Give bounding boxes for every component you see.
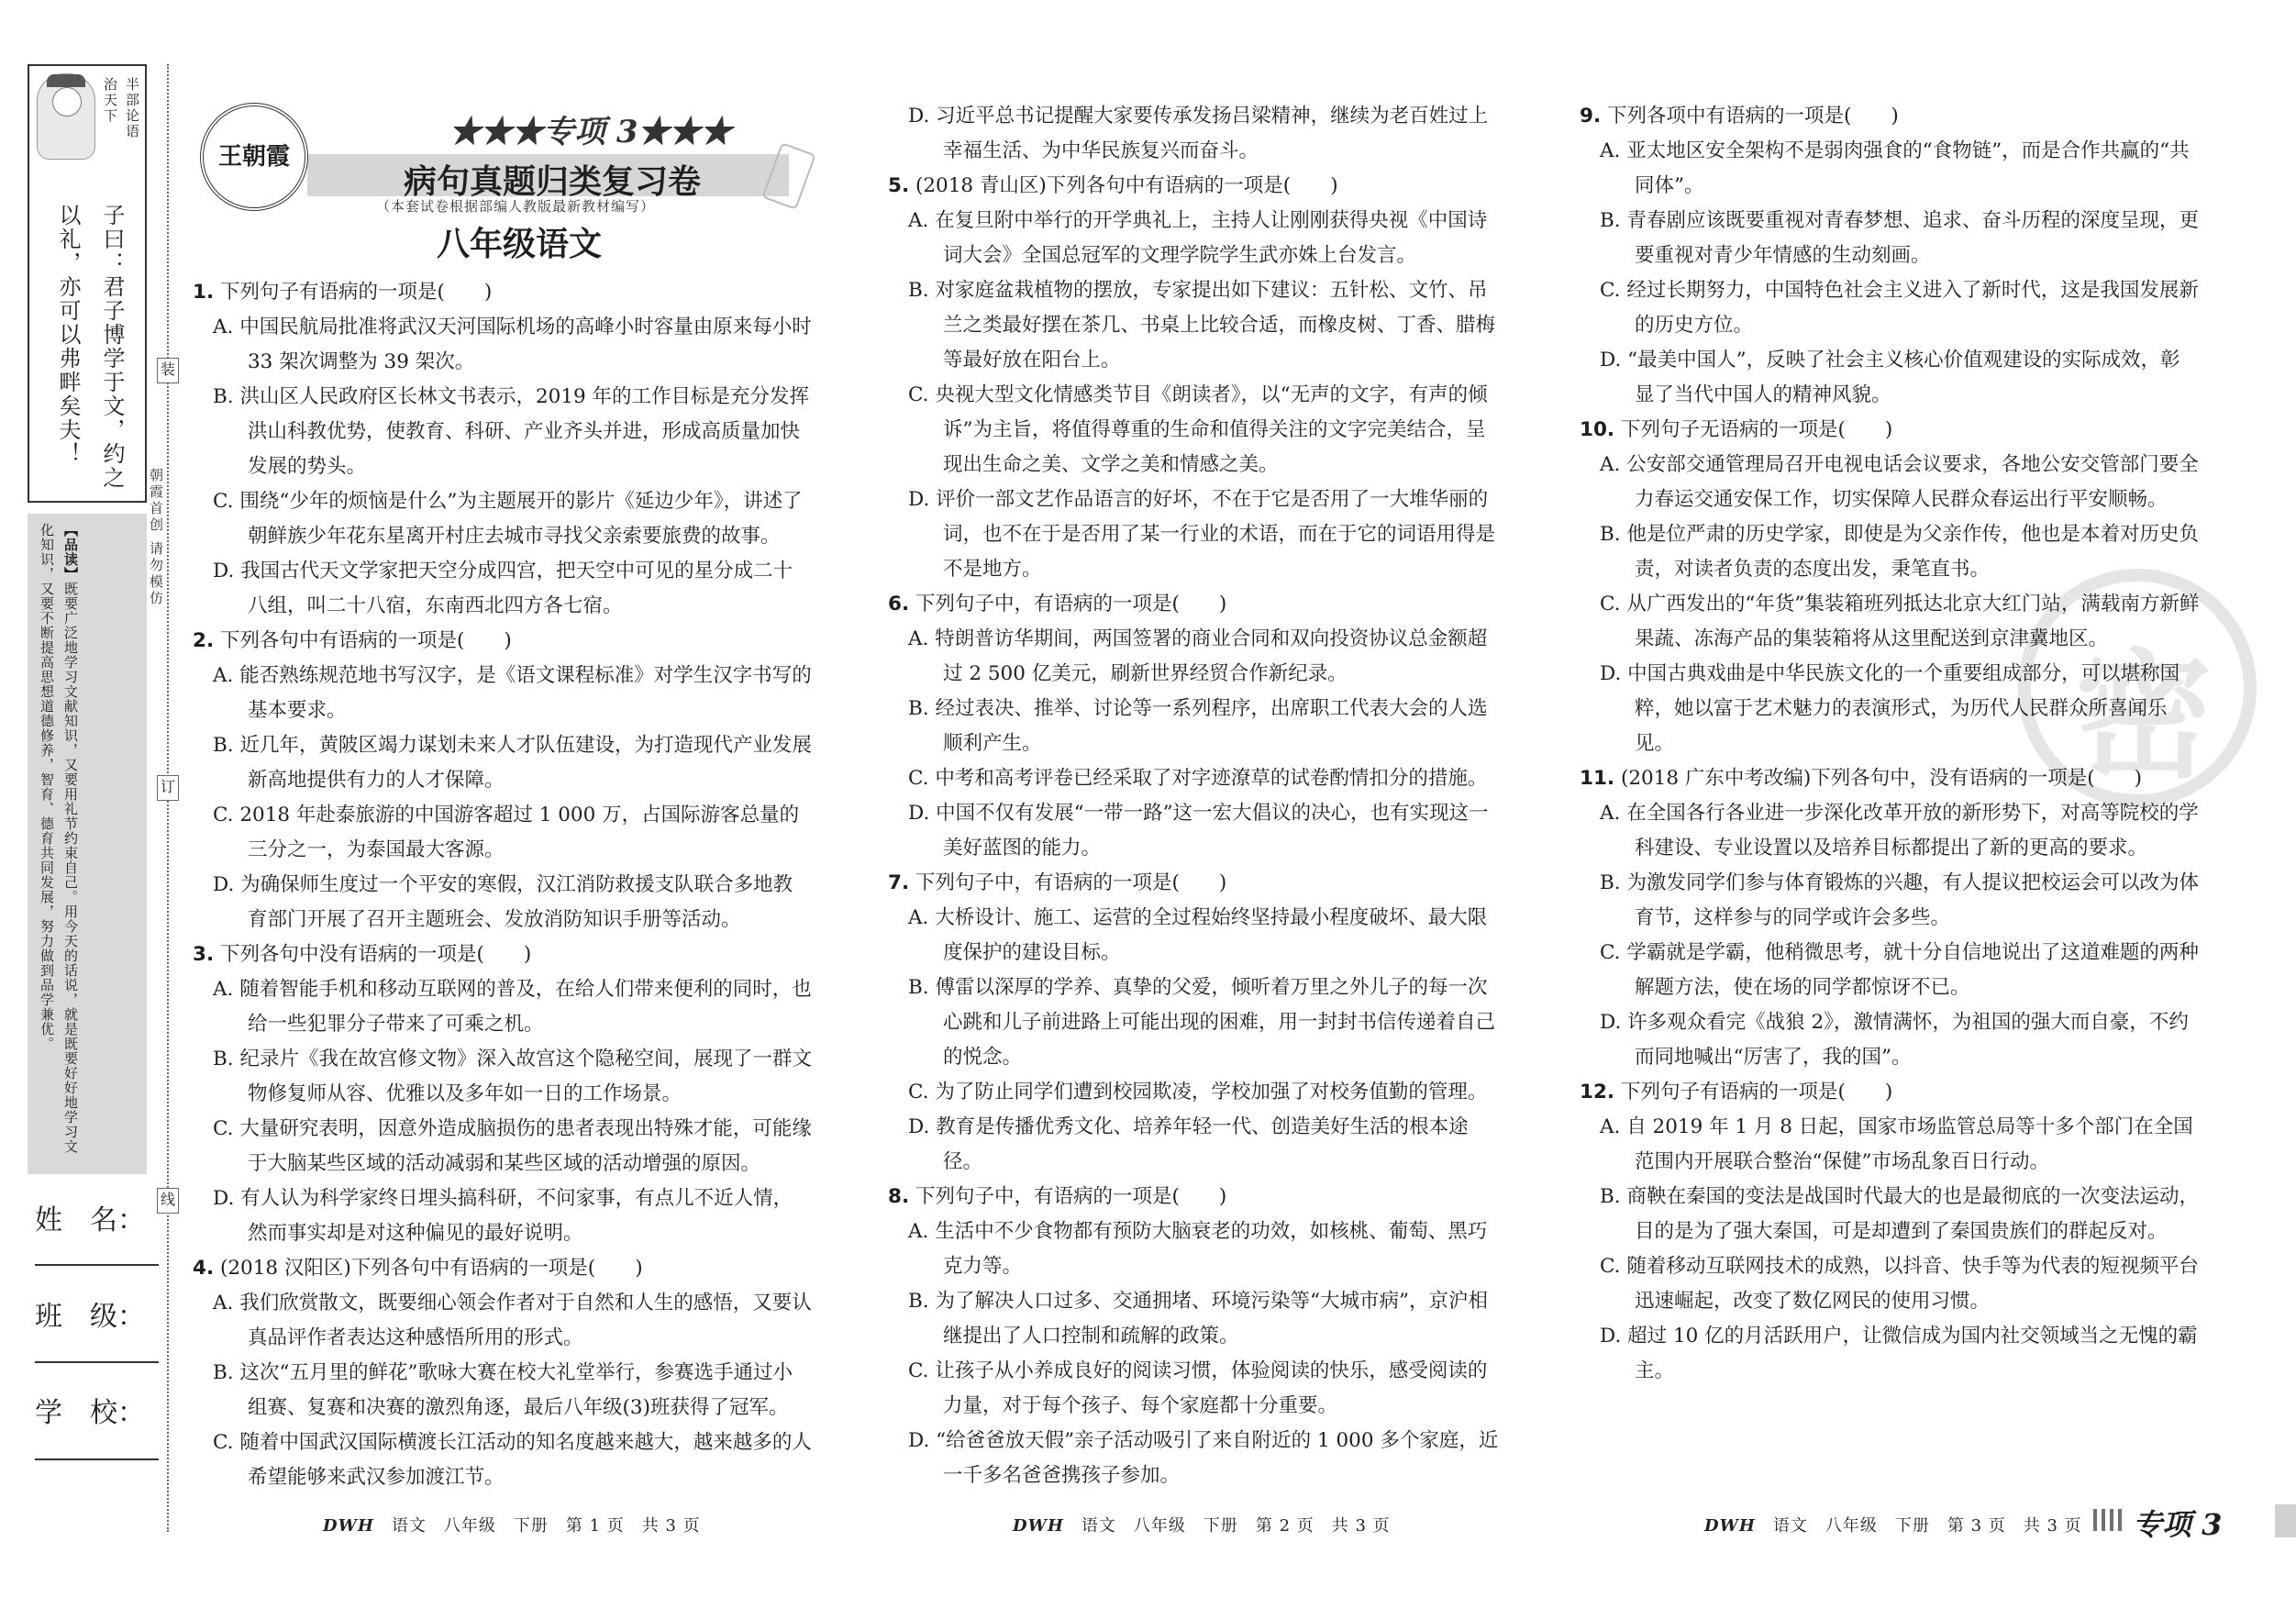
ribbon-decoration-icon	[761, 142, 815, 210]
saying-line-1: 半部论语	[124, 77, 140, 139]
column-1	[193, 275, 812, 1495]
question-stem: 下列句子中，有语病的一项是( )	[915, 593, 1227, 616]
footer-page-1	[323, 1513, 701, 1536]
option-d[interactable]: D. 为确保师生度过一个平安的寒假，汉江消防救援支队联合多地教育部门开展了召开主题班会、发放消防知识手册等活动。	[213, 873, 793, 931]
footer-page-2	[1013, 1513, 1391, 1536]
pindu-text	[35, 523, 83, 1165]
pindu-box	[28, 514, 147, 1174]
page-title: 病句真题归类复习卷	[404, 163, 702, 201]
option-b[interactable]: B. 为了解决人口过多、交通拥堵、环境污染等“大城市病”，京沪相继提出了人口控制和疏解的政策。	[908, 1290, 1488, 1347]
option-a[interactable]: A. 自 2019 年 1 月 8 日起，国家市场监管总局等十多个部门在全国范围内开展联合整治“保健”市场乱象百日行动。	[1600, 1115, 2193, 1173]
option-b[interactable]: B. 为激发同学们参与体育锻炼的兴趣，有人提议把校运会可以改为体育节，这样参与的同学或许会多些。	[1600, 871, 2199, 929]
series-title: ★★★专项 3★★★	[449, 114, 732, 150]
option-a[interactable]: A. 能否熟练规范地书写汉字，是《语文课程标准》对学生汉字书写的基本要求。	[213, 664, 812, 722]
question-stem: 下列各项中有语病的一项是( )	[1606, 105, 1899, 128]
question-stem: (2018 汉阳区)下列各句中有语病的一项是( )	[219, 1257, 643, 1280]
dots-decoration-icon	[2093, 1509, 2126, 1531]
option-a[interactable]: A. 中国民航局批准将武汉天河国际机场的高峰小时容量由原来每小时 33 架次调整为 39 架次。	[213, 316, 812, 373]
option-a[interactable]: A. 特朗普访华期间，两国签署的商业合同和双向投资协议总金额超过 2 500 亿美元，刷新世界经贸合作新纪录。	[908, 627, 1488, 685]
footer-text: 语文 八年级 下册 第 3 页 共 3 页	[1772, 1516, 2082, 1536]
option-a[interactable]: A. 我们欣赏散文，既要细心领会作者对于自然和人生的感悟，又要认真品评作者表达这种感悟所用的形式。	[213, 1292, 812, 1349]
watermark-glyph: 密	[2075, 638, 2213, 797]
grade-title: 八年级语文	[437, 226, 603, 263]
question-stem: 下列各句中有语病的一项是( )	[219, 629, 512, 652]
option-c[interactable]: C. 随着移动互联网技术的成熟，以抖音、快手等为代表的短视频平台迅速崛起，改变了数亿网民的使用习惯。	[1600, 1255, 2199, 1313]
copyright-note: 朝霞首创 请勿模仿	[148, 468, 164, 607]
confucius-illustration-icon	[37, 73, 95, 160]
question-7	[888, 866, 1504, 1180]
class-field-line[interactable]	[35, 1361, 159, 1363]
option-b[interactable]: B. 商鞅在秦国的变法是战国时代最大的也是最彻底的一次变法运动，目的是为了强大秦国，可是却遭到了秦国贵族们的群起反对。	[1600, 1185, 2199, 1243]
question-number: 6.	[888, 593, 910, 616]
quote-line-2: 以礼，亦可以弗畔矣夫！	[55, 204, 81, 466]
option-d[interactable]: D. 教育是传播优秀文化、培养年轻一代、创造美好生活的根本途径。	[908, 1115, 1469, 1173]
option-b[interactable]: B. 他是位严肃的历史学家，即使是为父亲作传，他也是本着对历史负责，对读者负责的态度出发，秉笔直书。	[1600, 523, 2199, 581]
option-b[interactable]: B. 近几年，黄陂区竭力谋划未来人才队伍建设，为打造现代产业发展新高地提供有力的人才保障。	[213, 734, 812, 792]
question-4	[193, 1251, 812, 1495]
bind-mark-ding: 订	[157, 775, 179, 801]
option-c[interactable]: C. 围绕“少年的烦恼是什么”为主题展开的影片《延边少年》，讲述了朝鲜族少年花东星离开村庄去城市寻找父亲索要旅费的故事。	[213, 490, 803, 548]
pindu-label: 【品读】	[62, 523, 79, 582]
question-3	[193, 937, 812, 1251]
edition-note: （本套试卷根据部编人教版最新教材编写）	[376, 198, 656, 215]
name-field-line[interactable]	[35, 1264, 159, 1266]
question-stem: 下列句子有语病的一项是( )	[1620, 1081, 1893, 1103]
footer-brand: DWH	[1013, 1516, 1064, 1536]
question-stem: 下列句子无语病的一项是( )	[1620, 418, 1893, 441]
name-field-label: 姓 名：	[35, 1204, 145, 1237]
class-field-label: 班 级：	[35, 1301, 145, 1333]
question-number: 10.	[1580, 418, 1615, 441]
bind-mark-xian: 线	[157, 1188, 179, 1214]
question-5	[888, 169, 1504, 587]
option-b[interactable]: B. 傅雷以深厚的学养、真挚的父爱，倾听着万里之外儿子的每一次心跳和儿子前进路上可能出现的困难，用一封封书信传递着自己的悦念。	[908, 976, 1496, 1069]
option-a[interactable]: A. 在全国各行各业进一步深化改革开放的新形势下，对高等院校的学科建设、专业设置以及培养目标都提出了新的更高的要求。	[1600, 802, 2199, 859]
option-c[interactable]: C. 让孩子从小养成良好的阅读习惯，体验阅读的快乐，感受阅读的力量，对于每个孩子、每个家庭都十分重要。	[908, 1359, 1488, 1417]
option-d[interactable]: D. 超过 10 亿的月活跃用户，让微信成为国内社交领域当之无愧的霸主。	[1600, 1325, 2198, 1382]
option-a[interactable]: A. 亚太地区安全架构不是弱肉强食的“食物链”，而是合作共赢的“共同体”。	[1600, 139, 2190, 197]
option-d[interactable]: D. 许多观众看完《战狼 2》，激情满怀，为祖国的强大而自豪，不约而同地喊出“厉害了，我的国”。	[1600, 1011, 2189, 1069]
column-2	[888, 99, 1504, 1493]
option-b[interactable]: B. 对家庭盆栽植物的摆放，专家提出如下建议：五针松、文竹、吊兰之类最好摆在茶几、书桌上比较合适，而橡皮树、丁香、腊梅等最好放在阳台上。	[908, 279, 1496, 372]
footer-page-3	[1704, 1513, 2082, 1536]
option-d[interactable]: D. 中国古典戏曲是中华民族文化的一个重要组成部分，可以堪称国粹，她以富于艺术魅力的表演形式，为历代人民群众所喜闻乐见。	[1600, 662, 2180, 755]
quote-box	[28, 64, 147, 503]
option-d[interactable]: D. 评价一部文艺作品语言的好坏，不在于它是否用了一大堆华丽的词，也不在于是否用了某一行业的术语，而在于它的词语用得是不是地方。	[908, 488, 1496, 581]
option-a[interactable]: A. 生活中不少食物都有预防大脑衰老的功效，如核桃、葡萄、黑巧克力等。	[908, 1220, 1488, 1278]
question-10	[1580, 413, 2200, 761]
question-number: 5.	[888, 174, 910, 197]
question-number: 2.	[193, 629, 215, 652]
question-number: 7.	[888, 871, 910, 894]
option-b[interactable]: B. 洪山区人民政府区长林文书表示，2019 年的工作目标是充分发挥洪山科教优势，使教育、科研、产业齐头并进，形成高质量加快发展的势头。	[213, 385, 810, 478]
option-b[interactable]: B. 青春剧应该既要重视对青春梦想、追求、奋斗历程的深度呈现，更要重视对青少年情感的生动刻画。	[1600, 209, 2199, 267]
question-1	[193, 275, 812, 624]
question-8	[888, 1180, 1504, 1493]
question-12	[1580, 1075, 2200, 1389]
school-field-line[interactable]	[35, 1458, 159, 1460]
option-d[interactable]: D. “给爸爸放天假”亲子活动吸引了来自附近的 1 000 多个家庭，近一千多名爸爸携孩子参加。	[908, 1429, 1499, 1487]
question-number: 1.	[193, 281, 215, 304]
option-b[interactable]: B. 这次“五月里的鲜花”歌咏大赛在校大礼堂举行，参赛选手通过小组赛、复赛和决赛的激烈角逐，最后八年级(3)班获得了冠军。	[213, 1361, 793, 1419]
question-2	[193, 624, 812, 937]
option-c[interactable]: C. 随着中国武汉国际横渡长江活动的知名度越来越大，越来越多的人希望能够来武汉参加渡江节。	[213, 1431, 812, 1489]
footer-brand: DWH	[323, 1516, 374, 1536]
question-stem: (2018 广东中考改编)下列各句中，没有语病的一项是( )	[1620, 767, 2143, 790]
option-c[interactable]: C. 央视大型文化情感类节目《朗读者》，以“无声的文字，有声的倾诉”为主旨，将值得尊重的生命和值得关注的文字完美结合，呈现出生命之美、文学之美和情感之美。	[908, 383, 1488, 476]
option-a[interactable]: A. 随着智能手机和移动互联网的普及，在给人们带来便利的同时，也给一些犯罪分子带来了可乘之机。	[213, 978, 812, 1036]
option-b[interactable]: B. 经过表决、推举、讨论等一系列程序，出席职工代表大会的人选顺利产生。	[908, 697, 1488, 755]
option-b[interactable]: B. 纪录片《我在故宫修文物》深入故宫这个隐秘空间，展现了一群文物修复师从容、优雅以及多年如一日的工作场景。	[213, 1048, 812, 1105]
bind-mark-zhuang: 装	[157, 358, 179, 383]
footer-brand: DWH	[1704, 1516, 1756, 1536]
option-a[interactable]: A. 在复旦附中举行的开学典礼上，主持人让刚刚获得央视《中国诗词大会》全国总冠军的文理学院学生武亦姝上台发言。	[908, 209, 1488, 267]
logo-text: 王朝霞	[217, 143, 290, 171]
option-d[interactable]: D. “最美中国人”，反映了社会主义核心价值观建设的实际成效，彰显了当代中国人的精神风貌。	[1600, 349, 2180, 406]
quote-line-1: 子曰：君子博学于文，约之	[99, 204, 125, 490]
question-stem: (2018 青山区)下列各句中有语病的一项是( )	[915, 174, 1338, 197]
option-c[interactable]: C. 经过长期努力，中国特色社会主义进入了新时代，这是我国发展新的历史方位。	[1600, 279, 2199, 337]
question-number: 8.	[888, 1185, 910, 1208]
option-c[interactable]: C. 大量研究表明，因意外造成脑损伤的患者表现出特殊才能，可能缘于大脑某些区域的活动减弱和某些区域的活动增强的原因。	[213, 1117, 812, 1175]
question-number: 9.	[1580, 105, 1602, 128]
option-d[interactable]: D. 有人认为科学家终日埋头搞科研，不问家事，有点儿不近人情，然而事实却是对这种偏见的最好说明。	[213, 1187, 793, 1245]
question-number: 4.	[193, 1257, 215, 1280]
option-c[interactable]: C. 从广西发出的“年货”集装箱班列抵达北京大红门站，满载南方新鲜果蔬、冻海产品的集装箱将从这里配送到京津冀地区。	[1600, 593, 2200, 650]
option-c[interactable]: C. 为了防止同学们遭到校园欺凌，学校加强了对校务值勤的管理。	[908, 1081, 1488, 1103]
footer-text: 语文 八年级 下册 第 2 页 共 3 页	[1081, 1516, 1391, 1536]
question-11	[1580, 761, 2200, 1075]
question-stem: 下列句子中，有语病的一项是( )	[915, 1185, 1227, 1208]
footer-text: 语文 八年级 下册 第 1 页 共 3 页	[391, 1516, 701, 1536]
option-d[interactable]: D. 我国古代天文学家把天空分成四宫，把天空中可见的星分成二十八组，叫二十八宿，东南西北四方各七宿。	[213, 560, 793, 617]
option-a[interactable]: A. 大桥设计、施工、运营的全过程始终坚持最小程度破坏、最大限度保护的建设目标。	[908, 906, 1488, 964]
question-stem: 下列句子有语病的一项是( )	[219, 281, 493, 304]
question-9	[1580, 99, 2200, 413]
quote-header	[33, 70, 141, 165]
question-number: 12.	[1580, 1081, 1615, 1103]
school-field-label: 学 校：	[35, 1397, 145, 1429]
option-c[interactable]: C. 2018 年赴泰旅游的中国游客超过 1 000 万，占国际游客总量的三分之一，为泰国最大客源。	[213, 804, 800, 861]
question-number: 3.	[193, 943, 215, 966]
option-c[interactable]: C. 中考和高考评卷已经采取了对字迹潦草的试卷酌情扣分的措施。	[908, 767, 1488, 790]
series-tag: 专项 3	[2133, 1507, 2223, 1542]
saying-line-2: 治天下	[102, 77, 118, 124]
option-c[interactable]: C. 学霸就是学霸，他稍微思考，就十分自信地说出了这道难题的两种解题方法，使在场的同学都惊讶不已。	[1600, 941, 2199, 999]
question-6	[888, 587, 1504, 866]
option-a[interactable]: A. 公安部交通管理局召开电视电话会议要求，各地公安交管部门要全力春运交通安保工作，切实保障人民群众春运出行平安顺畅。	[1600, 453, 2199, 511]
option-d[interactable]: D. 中国不仅有发展“一带一路”这一宏大倡议的决心，也有实现这一美好蓝图的能力。	[908, 802, 1489, 859]
question-number: 11.	[1580, 767, 1615, 790]
wangzhaoxia-logo	[200, 103, 308, 211]
column-3	[1580, 99, 2200, 1389]
edge-tab	[2275, 1504, 2296, 1537]
question-stem: 下列各句中没有语病的一项是( )	[219, 943, 532, 966]
option-d[interactable]: D. 习近平总书记提醒大家要传承发扬吕梁精神，继续为老百姓过上幸福生活、为中华民族复兴而奋斗。	[908, 105, 1489, 162]
pindu-content: 既要广泛地学习文献知识，又要用礼节约束自己。用今天的话说，就是既要好好地学习文化知识，又要不断提高思想道德修养，智育、德育共同发展，努力做到品学兼优。	[39, 523, 79, 1154]
question-stem: 下列句子中，有语病的一项是( )	[915, 871, 1227, 894]
